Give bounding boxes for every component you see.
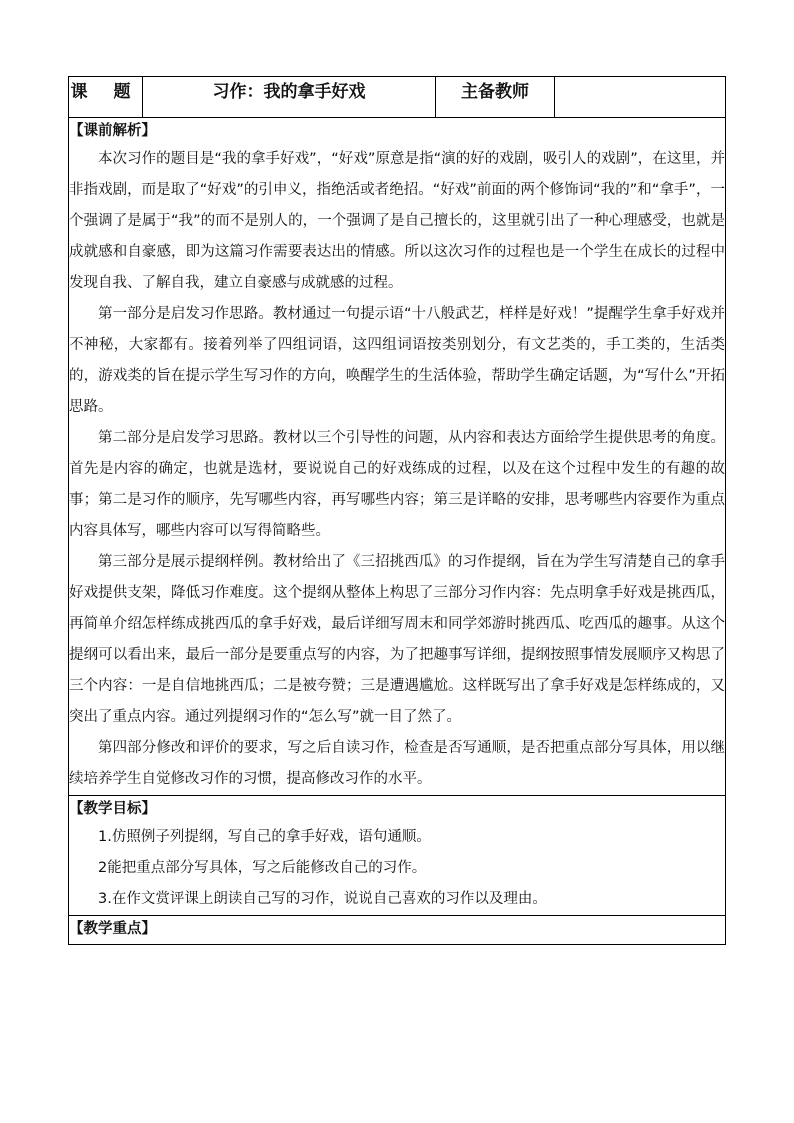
goals-title: 【教学目标】	[69, 801, 156, 817]
key-points-section	[69, 916, 726, 945]
analysis-paragraph-5: 第四部分修改和评价的要求，写之后自读习作，检查是否写通顺，是否把重点部分写具体，用以继续培养学生自觉修改习作的习惯，提高修改习作的水平。	[69, 740, 725, 787]
teacher-value	[555, 77, 726, 118]
goal-item-1: 1.仿照例子列提纲，写自己的拿手好戏，语句通顺。	[98, 829, 431, 845]
lesson-plan-document	[68, 76, 725, 945]
header-row	[69, 77, 726, 118]
lesson-plan-table	[68, 76, 726, 945]
teacher-label: 主备教师	[436, 77, 555, 118]
topic-label: 课 题	[69, 77, 143, 118]
goals-section	[69, 796, 726, 916]
goal-item-3: 3.在作文赏评课上朗读自己写的习作，说说自己喜欢的习作以及理由。	[98, 891, 547, 907]
key-points-row	[69, 916, 726, 945]
analysis-row	[69, 118, 726, 796]
analysis-section	[69, 118, 726, 796]
key-points-title: 【教学重点】	[69, 921, 156, 937]
analysis-paragraph-2: 第一部分是启发习作思路。教材通过一句提示语“十八般武艺，样样是好戏！”提醒学生拿手好戏并不神秘，大家都有。接着列举了四组词语，这四组词语按类别划分，有文艺类的，手工类的，生活类的，游戏类的旨在提示学生写习作的方向，唤醒学生的生活体验，帮助学生确定话题，为“写什么”开拓思路。	[69, 306, 725, 415]
analysis-paragraph-4: 第三部分是展示提纲样例。教材给出了《三招挑西瓜》的习作提纲，旨在为学生写清楚自己的拿手好戏提供支架，降低习作难度。这个提纲从整体上构思了三部分习作内容：先点明拿手好戏是挑西瓜，再简单介绍怎样练成挑西瓜的拿手好戏，最后详细写周末和同学郊游时挑西瓜、吃西瓜的趣事。从这个提纲可以看出来，最后一部分是要重点写的内容，为了把趣事写详细，提纲按照事情发展顺序又构思了三个内容：一是自信地挑西瓜；二是被夸赞；三是遭遇尴尬。这样既写出了拿手好戏是怎样练成的，又突出了重点内容。通过列提纲习作的“怎么写”就一目了然了。	[69, 554, 725, 725]
goals-row	[69, 796, 726, 916]
goal-item-2: 2能把重点部分写具体，写之后能修改自己的习作。	[98, 860, 427, 876]
topic-value: 习作：我的拿手好戏	[143, 77, 436, 118]
analysis-paragraph-3: 第二部分是启发学习思路。教材以三个引导性的问题，从内容和表达方面给学生提供思考的角度。首先是内容的确定，也就是选材，要说说自己的好戏练成的过程，以及在这个过程中发生的有趣的故事；第二是习作的顺序，先写哪些内容，再写哪些内容；第三是详略的安排，思考哪些内容要作为重点内容具体写，哪些内容可以写得简略些。	[69, 430, 725, 539]
analysis-paragraph-1: 本次习作的题目是“我的拿手好戏”，“好戏”原意是指“演的好的戏剧，吸引人的戏剧”，在这里，并非指戏剧，而是取了“好戏”的引申义，指绝活或者绝招。“好戏”前面的两个修饰词“我的”和“拿手”，一个强调了是属于“我”的而不是别人的，一个强调了是自己擅长的，这里就引出了一种心理感受，也就是成就感和自豪感，即为这篇习作需要表达出的情感。所以这次习作的过程也是一个学生在成长的过程中发现自我、了解自我，建立自豪感与成就感的过程。	[69, 151, 725, 291]
analysis-title: 【课前解析】	[69, 123, 156, 139]
